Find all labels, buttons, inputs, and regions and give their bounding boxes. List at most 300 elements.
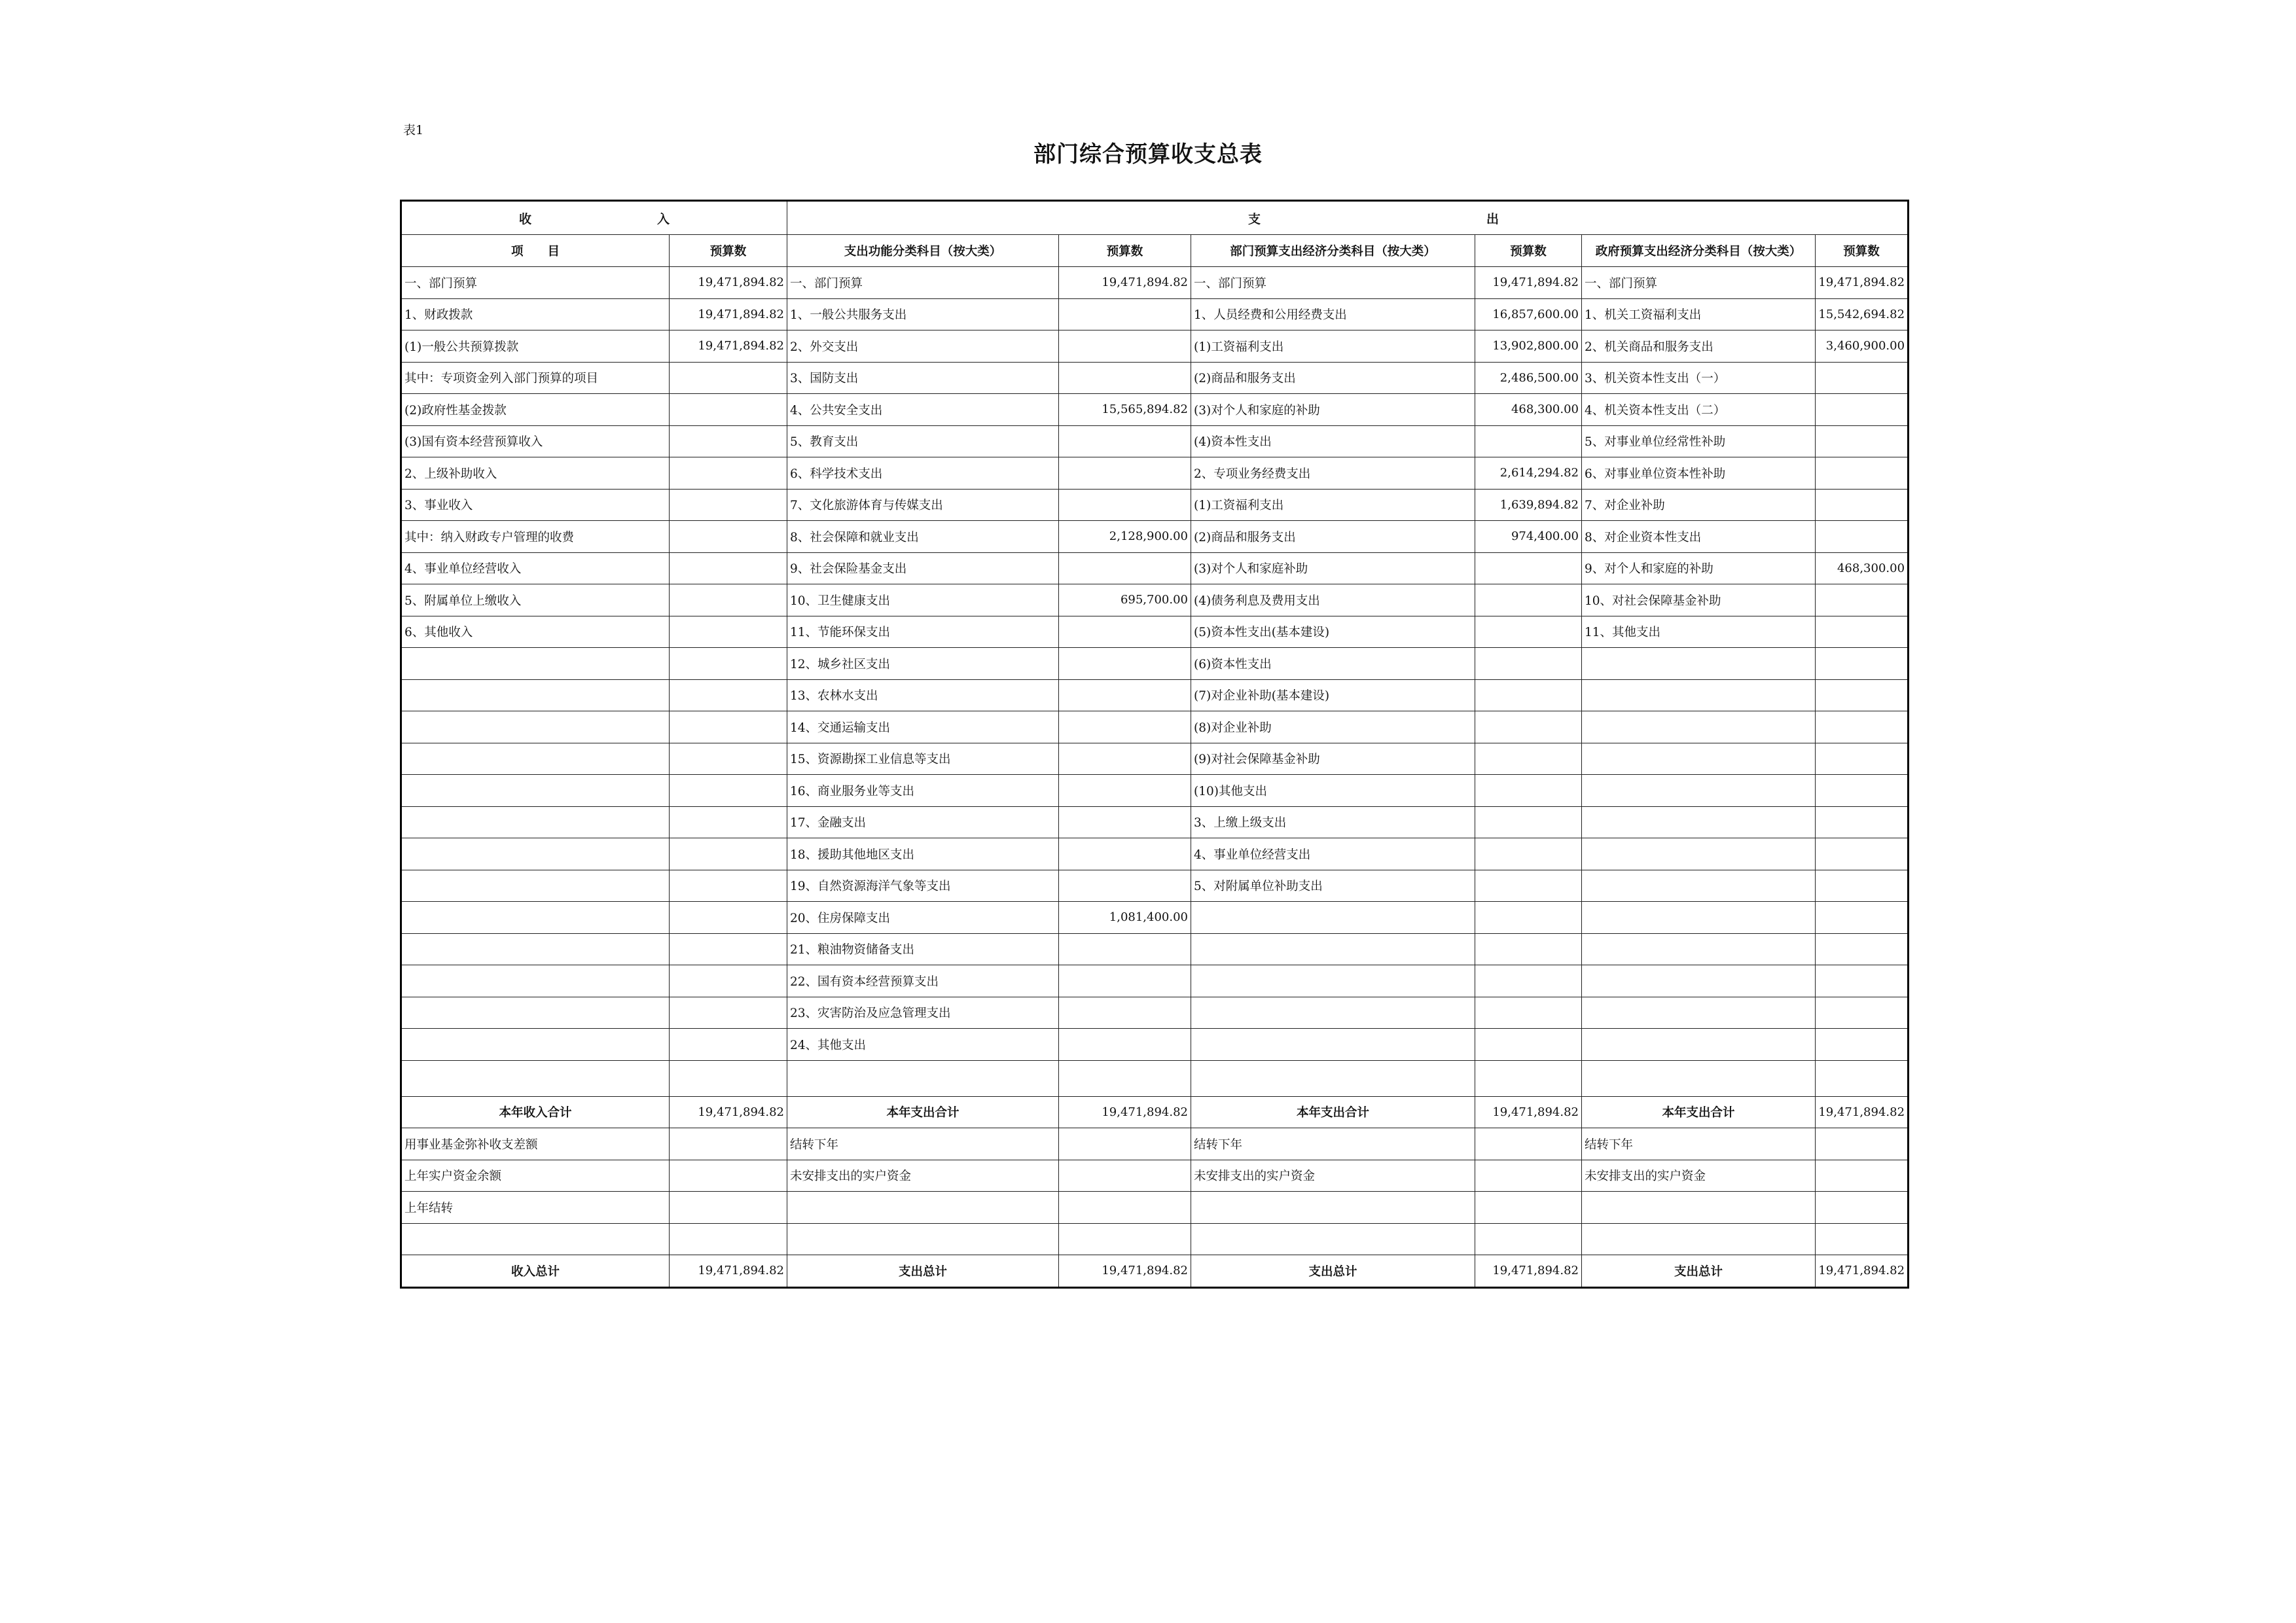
cell-income-amount — [670, 997, 787, 1029]
cell-gov-econ-amount — [1816, 584, 1909, 616]
cell-function-item: 本年支出合计 — [787, 1096, 1059, 1128]
cell-income-amount — [670, 552, 787, 584]
cell-gov-econ-item — [1582, 870, 1816, 902]
cell-function-amount — [1059, 679, 1191, 711]
table-row — [401, 267, 1909, 299]
cell-gov-econ-item — [1582, 1223, 1816, 1255]
table-row — [401, 521, 1909, 553]
cell-income-amount — [670, 362, 787, 394]
cell-income-item: 2、上级补助收入 — [401, 457, 670, 490]
cell-income-item — [401, 997, 670, 1029]
table-row — [401, 1128, 1909, 1160]
sheet-label: 表1 — [403, 123, 424, 137]
cell-dept-econ-amount — [1475, 965, 1582, 997]
cell-dept-econ-item: (9)对社会保障基金补助 — [1191, 743, 1475, 775]
cell-income-amount — [670, 425, 787, 457]
cell-income-amount — [670, 711, 787, 743]
cell-income-amount — [670, 933, 787, 965]
cell-dept-econ-amount — [1475, 425, 1582, 457]
cell-dept-econ-item: (6)资本性支出 — [1191, 648, 1475, 680]
cell-gov-econ-item — [1582, 838, 1816, 870]
cell-dept-econ-amount — [1475, 870, 1582, 902]
col-header-income-amount: 预算数 — [670, 235, 787, 267]
cell-income-amount — [670, 870, 787, 902]
cell-function-item: 20、住房保障支出 — [787, 902, 1059, 934]
cell-dept-econ-item: (4)资本性支出 — [1191, 425, 1475, 457]
cell-income-amount — [670, 806, 787, 838]
cell-function-item: 3、国防支出 — [787, 362, 1059, 394]
cell-dept-econ-amount: 16,857,600.00 — [1475, 298, 1582, 330]
cell-dept-econ-amount — [1475, 997, 1582, 1029]
cell-dept-econ-item: 支出总计 — [1191, 1255, 1475, 1288]
cell-dept-econ-amount — [1475, 806, 1582, 838]
cell-function-item: 19、自然资源海洋气象等支出 — [787, 870, 1059, 902]
cell-income-item: 5、附属单位上缴收入 — [401, 584, 670, 616]
cell-gov-econ-amount — [1816, 806, 1909, 838]
cell-income-item — [401, 902, 670, 934]
cell-gov-econ-amount — [1816, 362, 1909, 394]
cell-income-amount — [670, 902, 787, 934]
cell-gov-econ-item — [1582, 775, 1816, 807]
table-row — [401, 298, 1909, 330]
cell-dept-econ-amount: 974,400.00 — [1475, 521, 1582, 553]
column-header-row — [401, 235, 1909, 267]
cell-income-item — [401, 775, 670, 807]
cell-function-item: 7、文化旅游体育与传媒支出 — [787, 489, 1059, 521]
cell-gov-econ-amount: 19,471,894.82 — [1816, 267, 1909, 299]
cell-gov-econ-amount — [1816, 743, 1909, 775]
cell-function-amount: 19,471,894.82 — [1059, 267, 1191, 299]
cell-dept-econ-item: 5、对附属单位补助支出 — [1191, 870, 1475, 902]
cell-function-amount — [1059, 838, 1191, 870]
cell-dept-econ-amount — [1475, 838, 1582, 870]
cell-dept-econ-item: 结转下年 — [1191, 1128, 1475, 1160]
cell-dept-econ-item — [1191, 1060, 1475, 1096]
cell-function-item: 11、节能环保支出 — [787, 616, 1059, 648]
cell-gov-econ-amount: 19,471,894.82 — [1816, 1255, 1909, 1288]
cell-income-item: (3)国有资本经营预算收入 — [401, 425, 670, 457]
cell-gov-econ-amount — [1816, 394, 1909, 426]
cell-income-amount — [670, 1060, 787, 1096]
cell-function-amount — [1059, 1060, 1191, 1096]
cell-income-item — [401, 806, 670, 838]
cell-gov-econ-item: 支出总计 — [1582, 1255, 1816, 1288]
cell-gov-econ-item: 一、部门预算 — [1582, 267, 1816, 299]
cell-function-item: 未安排支出的实户资金 — [787, 1160, 1059, 1192]
cell-dept-econ-item — [1191, 1029, 1475, 1061]
cell-gov-econ-amount — [1816, 679, 1909, 711]
cell-function-amount — [1059, 552, 1191, 584]
cell-function-amount — [1059, 298, 1191, 330]
cell-income-amount — [670, 743, 787, 775]
table-row — [401, 552, 1909, 584]
cell-gov-econ-amount — [1816, 1128, 1909, 1160]
cell-dept-econ-item: (2)商品和服务支出 — [1191, 521, 1475, 553]
cell-gov-econ-item: 结转下年 — [1582, 1128, 1816, 1160]
cell-dept-econ-item: (2)商品和服务支出 — [1191, 362, 1475, 394]
cell-function-item: 5、教育支出 — [787, 425, 1059, 457]
cell-dept-econ-item: (10)其他支出 — [1191, 775, 1475, 807]
cell-income-item — [401, 965, 670, 997]
cell-dept-econ-amount — [1475, 648, 1582, 680]
cell-income-amount — [670, 679, 787, 711]
cell-dept-econ-item — [1191, 1223, 1475, 1255]
cell-income-amount — [670, 838, 787, 870]
cell-function-amount — [1059, 648, 1191, 680]
cell-dept-econ-amount — [1475, 933, 1582, 965]
cell-dept-econ-amount: 13,902,800.00 — [1475, 330, 1582, 363]
cell-function-amount — [1059, 616, 1191, 648]
cell-income-amount: 19,471,894.82 — [670, 1255, 787, 1288]
cell-dept-econ-item: 一、部门预算 — [1191, 267, 1475, 299]
cell-gov-econ-item — [1582, 965, 1816, 997]
cell-income-amount — [670, 1160, 787, 1192]
col-header-dept-econ-amount: 预算数 — [1475, 235, 1582, 267]
cell-gov-econ-amount: 3,460,900.00 — [1816, 330, 1909, 363]
grand-total-row — [401, 1255, 1909, 1288]
cell-income-amount — [670, 616, 787, 648]
cell-income-amount: 19,471,894.82 — [670, 1096, 787, 1128]
table-row — [401, 711, 1909, 743]
cell-function-amount — [1059, 1029, 1191, 1061]
cell-gov-econ-amount — [1816, 1060, 1909, 1096]
top-header-row — [401, 201, 1909, 235]
cell-dept-econ-amount — [1475, 1060, 1582, 1096]
cell-gov-econ-item: 7、对企业补助 — [1582, 489, 1816, 521]
cell-function-item: 21、粮油物资储备支出 — [787, 933, 1059, 965]
cell-dept-econ-amount — [1475, 743, 1582, 775]
cell-income-amount — [670, 521, 787, 553]
cell-function-amount — [1059, 933, 1191, 965]
cell-income-amount: 19,471,894.82 — [670, 267, 787, 299]
cell-income-item — [401, 743, 670, 775]
cell-gov-econ-amount: 468,300.00 — [1816, 552, 1909, 584]
cell-function-item: 4、公共安全支出 — [787, 394, 1059, 426]
table-row — [401, 806, 1909, 838]
cell-income-amount — [670, 1223, 787, 1255]
cell-function-item: 12、城乡社区支出 — [787, 648, 1059, 680]
cell-function-amount — [1059, 870, 1191, 902]
cell-income-amount — [670, 584, 787, 616]
cell-income-item: 本年收入合计 — [401, 1096, 670, 1128]
cell-function-amount — [1059, 1192, 1191, 1224]
expense-section-header: 支 出 — [787, 201, 1909, 235]
cell-function-amount — [1059, 965, 1191, 997]
cell-income-item: (2)政府性基金拨款 — [401, 394, 670, 426]
cell-gov-econ-amount — [1816, 775, 1909, 807]
cell-dept-econ-item: 4、事业单位经营支出 — [1191, 838, 1475, 870]
cell-function-amount — [1059, 1160, 1191, 1192]
cell-income-amount — [670, 1192, 787, 1224]
cell-income-amount — [670, 648, 787, 680]
cell-gov-econ-item — [1582, 1192, 1816, 1224]
col-header-dept-econ-class: 部门预算支出经济分类科目（按大类） — [1191, 235, 1475, 267]
cell-income-item — [401, 711, 670, 743]
table-row — [401, 616, 1909, 648]
table-row — [401, 743, 1909, 775]
table-row — [401, 902, 1909, 934]
cell-income-amount: 19,471,894.82 — [670, 330, 787, 363]
cell-dept-econ-item — [1191, 965, 1475, 997]
table-row — [401, 965, 1909, 997]
table-row — [401, 933, 1909, 965]
cell-dept-econ-amount: 2,614,294.82 — [1475, 457, 1582, 490]
cell-function-amount — [1059, 330, 1191, 363]
cell-dept-econ-item: 本年支出合计 — [1191, 1096, 1475, 1128]
cell-income-item — [401, 1060, 670, 1096]
table-row — [401, 838, 1909, 870]
cell-gov-econ-item: 本年支出合计 — [1582, 1096, 1816, 1128]
cell-income-amount — [670, 394, 787, 426]
cell-income-item — [401, 648, 670, 680]
cell-income-item — [401, 933, 670, 965]
cell-income-item: 其中：专项资金列入部门预算的项目 — [401, 362, 670, 394]
cell-gov-econ-amount — [1816, 838, 1909, 870]
cell-gov-econ-amount — [1816, 1192, 1909, 1224]
table-row — [401, 775, 1909, 807]
cell-dept-econ-item: (1)工资福利支出 — [1191, 489, 1475, 521]
cell-income-amount — [670, 489, 787, 521]
table-row — [401, 1223, 1909, 1255]
table-row — [401, 362, 1909, 394]
cell-function-amount: 1,081,400.00 — [1059, 902, 1191, 934]
table-row — [401, 394, 1909, 426]
cell-income-item: 一、部门预算 — [401, 267, 670, 299]
cell-gov-econ-item — [1582, 743, 1816, 775]
cell-function-amount: 695,700.00 — [1059, 584, 1191, 616]
cell-income-item: 1、财政拨款 — [401, 298, 670, 330]
cell-income-amount — [670, 775, 787, 807]
cell-income-amount — [670, 457, 787, 490]
cell-dept-econ-item: (5)资本性支出(基本建设) — [1191, 616, 1475, 648]
cell-income-item: 上年结转 — [401, 1192, 670, 1224]
cell-function-item: 17、金融支出 — [787, 806, 1059, 838]
cell-income-amount — [670, 1029, 787, 1061]
table-row — [401, 425, 1909, 457]
table-row — [401, 1160, 1909, 1192]
cell-dept-econ-item: 未安排支出的实户资金 — [1191, 1160, 1475, 1192]
cell-function-item: 6、科学技术支出 — [787, 457, 1059, 490]
table-row — [401, 330, 1909, 363]
cell-income-item — [401, 679, 670, 711]
cell-dept-econ-amount — [1475, 711, 1582, 743]
cell-function-item: 14、交通运输支出 — [787, 711, 1059, 743]
cell-function-item: 15、资源勘探工业信息等支出 — [787, 743, 1059, 775]
table-row — [401, 489, 1909, 521]
cell-function-item — [787, 1192, 1059, 1224]
cell-gov-econ-amount — [1816, 521, 1909, 553]
cell-function-amount — [1059, 457, 1191, 490]
cell-function-amount — [1059, 806, 1191, 838]
col-header-gov-econ-amount: 预算数 — [1816, 235, 1909, 267]
cell-function-item: 一、部门预算 — [787, 267, 1059, 299]
table-row — [401, 679, 1909, 711]
cell-dept-econ-item: 3、上缴上级支出 — [1191, 806, 1475, 838]
cell-dept-econ-item: (3)对个人和家庭的补助 — [1191, 394, 1475, 426]
cell-income-item — [401, 838, 670, 870]
cell-function-item: 9、社会保险基金支出 — [787, 552, 1059, 584]
cell-function-amount: 15,565,894.82 — [1059, 394, 1191, 426]
table-row — [401, 870, 1909, 902]
year-total-row — [401, 1096, 1909, 1128]
cell-gov-econ-amount: 15,542,694.82 — [1816, 298, 1909, 330]
cell-gov-econ-amount — [1816, 425, 1909, 457]
cell-dept-econ-amount — [1475, 1029, 1582, 1061]
cell-income-item: (1)一般公共预算拨款 — [401, 330, 670, 363]
cell-gov-econ-item: 3、机关资本性支出（一） — [1582, 362, 1816, 394]
cell-function-item: 10、卫生健康支出 — [787, 584, 1059, 616]
cell-gov-econ-item: 2、机关商品和服务支出 — [1582, 330, 1816, 363]
cell-dept-econ-item — [1191, 997, 1475, 1029]
table-row — [401, 1192, 1909, 1224]
cell-gov-econ-item — [1582, 806, 1816, 838]
budget-summary-table — [400, 200, 1909, 1289]
cell-function-amount — [1059, 362, 1191, 394]
cell-dept-econ-item: 1、人员经费和公用经费支出 — [1191, 298, 1475, 330]
cell-income-item — [401, 1029, 670, 1061]
cell-gov-econ-amount — [1816, 457, 1909, 490]
cell-dept-econ-amount — [1475, 1160, 1582, 1192]
cell-function-item: 24、其他支出 — [787, 1029, 1059, 1061]
cell-gov-econ-item — [1582, 679, 1816, 711]
cell-dept-econ-item: (4)债务利息及费用支出 — [1191, 584, 1475, 616]
cell-gov-econ-item: 9、对个人和家庭的补助 — [1582, 552, 1816, 584]
cell-gov-econ-item: 5、对事业单位经常性补助 — [1582, 425, 1816, 457]
cell-dept-econ-item: (3)对个人和家庭补助 — [1191, 552, 1475, 584]
cell-dept-econ-item: (7)对企业补助(基本建设) — [1191, 679, 1475, 711]
cell-dept-econ-amount — [1475, 1128, 1582, 1160]
table-row — [401, 997, 1909, 1029]
cell-dept-econ-amount: 468,300.00 — [1475, 394, 1582, 426]
cell-gov-econ-item — [1582, 997, 1816, 1029]
col-header-function-amount: 预算数 — [1059, 235, 1191, 267]
cell-gov-econ-item — [1582, 1029, 1816, 1061]
cell-function-item: 2、外交支出 — [787, 330, 1059, 363]
cell-dept-econ-item: (1)工资福利支出 — [1191, 330, 1475, 363]
cell-function-item: 16、商业服务业等支出 — [787, 775, 1059, 807]
cell-dept-econ-item — [1191, 1192, 1475, 1224]
cell-function-item: 1、一般公共服务支出 — [787, 298, 1059, 330]
cell-income-item: 其中：纳入财政专户管理的收费 — [401, 521, 670, 553]
cell-dept-econ-amount — [1475, 1192, 1582, 1224]
cell-dept-econ-amount: 2,486,500.00 — [1475, 362, 1582, 394]
cell-income-item: 上年实户资金余额 — [401, 1160, 670, 1192]
cell-gov-econ-amount — [1816, 711, 1909, 743]
income-section-header: 收 入 — [401, 201, 787, 235]
col-header-gov-econ-class: 政府预算支出经济分类科目（按大类） — [1582, 235, 1816, 267]
cell-gov-econ-amount — [1816, 616, 1909, 648]
cell-gov-econ-item — [1582, 711, 1816, 743]
cell-function-item: 支出总计 — [787, 1255, 1059, 1288]
cell-function-amount — [1059, 775, 1191, 807]
cell-dept-econ-amount: 19,471,894.82 — [1475, 1255, 1582, 1288]
cell-gov-econ-amount: 19,471,894.82 — [1816, 1096, 1909, 1128]
cell-gov-econ-item: 4、机关资本性支出（二） — [1582, 394, 1816, 426]
cell-gov-econ-amount — [1816, 1223, 1909, 1255]
cell-gov-econ-item: 10、对社会保障基金补助 — [1582, 584, 1816, 616]
cell-income-item: 用事业基金弥补收支差额 — [401, 1128, 670, 1160]
cell-dept-econ-item — [1191, 902, 1475, 934]
cell-income-item — [401, 870, 670, 902]
cell-income-item: 4、事业单位经营收入 — [401, 552, 670, 584]
table-row — [401, 584, 1909, 616]
cell-function-amount: 19,471,894.82 — [1059, 1096, 1191, 1128]
cell-function-item: 结转下年 — [787, 1128, 1059, 1160]
cell-function-item: 13、农林水支出 — [787, 679, 1059, 711]
cell-gov-econ-item — [1582, 1060, 1816, 1096]
table-row — [401, 457, 1909, 490]
cell-dept-econ-amount — [1475, 584, 1582, 616]
cell-function-item: 18、援助其他地区支出 — [787, 838, 1059, 870]
cell-function-item: 23、灾害防治及应急管理支出 — [787, 997, 1059, 1029]
cell-income-item: 6、其他收入 — [401, 616, 670, 648]
cell-dept-econ-amount: 1,639,894.82 — [1475, 489, 1582, 521]
cell-gov-econ-item — [1582, 648, 1816, 680]
table-row — [401, 1029, 1909, 1061]
cell-function-amount — [1059, 997, 1191, 1029]
cell-dept-econ-amount: 19,471,894.82 — [1475, 1096, 1582, 1128]
table-row — [401, 1060, 1909, 1096]
col-header-income-item: 项 目 — [401, 235, 670, 267]
cell-gov-econ-item: 6、对事业单位资本性补助 — [1582, 457, 1816, 490]
table-row — [401, 648, 1909, 680]
cell-dept-econ-item: (8)对企业补助 — [1191, 711, 1475, 743]
cell-dept-econ-amount — [1475, 1223, 1582, 1255]
cell-function-amount — [1059, 711, 1191, 743]
cell-dept-econ-amount — [1475, 902, 1582, 934]
cell-dept-econ-item: 2、专项业务经费支出 — [1191, 457, 1475, 490]
cell-gov-econ-item: 11、其他支出 — [1582, 616, 1816, 648]
cell-dept-econ-item — [1191, 933, 1475, 965]
cell-gov-econ-amount — [1816, 870, 1909, 902]
cell-gov-econ-item: 未安排支出的实户资金 — [1582, 1160, 1816, 1192]
cell-function-amount — [1059, 489, 1191, 521]
cell-gov-econ-amount — [1816, 1160, 1909, 1192]
cell-gov-econ-amount — [1816, 648, 1909, 680]
cell-gov-econ-item — [1582, 902, 1816, 934]
cell-gov-econ-item: 1、机关工资福利支出 — [1582, 298, 1816, 330]
cell-gov-econ-amount — [1816, 1029, 1909, 1061]
col-header-function-class: 支出功能分类科目（按大类） — [787, 235, 1059, 267]
cell-dept-econ-amount — [1475, 616, 1582, 648]
cell-function-item: 8、社会保障和就业支出 — [787, 521, 1059, 553]
cell-dept-econ-amount — [1475, 775, 1582, 807]
cell-function-amount — [1059, 743, 1191, 775]
cell-gov-econ-amount — [1816, 489, 1909, 521]
cell-gov-econ-item: 8、对企业资本性支出 — [1582, 521, 1816, 553]
cell-function-amount: 2,128,900.00 — [1059, 521, 1191, 553]
cell-income-item: 收入总计 — [401, 1255, 670, 1288]
cell-function-item — [787, 1223, 1059, 1255]
cell-gov-econ-amount — [1816, 902, 1909, 934]
cell-income-amount — [670, 965, 787, 997]
cell-income-amount: 19,471,894.82 — [670, 298, 787, 330]
cell-income-item: 3、事业收入 — [401, 489, 670, 521]
cell-gov-econ-item — [1582, 933, 1816, 965]
cell-income-item — [401, 1223, 670, 1255]
cell-gov-econ-amount — [1816, 933, 1909, 965]
cell-gov-econ-amount — [1816, 965, 1909, 997]
cell-function-amount — [1059, 1223, 1191, 1255]
cell-function-item — [787, 1060, 1059, 1096]
cell-function-amount: 19,471,894.82 — [1059, 1255, 1191, 1288]
cell-function-amount — [1059, 1128, 1191, 1160]
cell-dept-econ-amount: 19,471,894.82 — [1475, 267, 1582, 299]
cell-gov-econ-amount — [1816, 997, 1909, 1029]
cell-dept-econ-amount — [1475, 679, 1582, 711]
cell-dept-econ-amount — [1475, 552, 1582, 584]
page-title: 部门综合预算收支总表 — [1033, 141, 1263, 168]
